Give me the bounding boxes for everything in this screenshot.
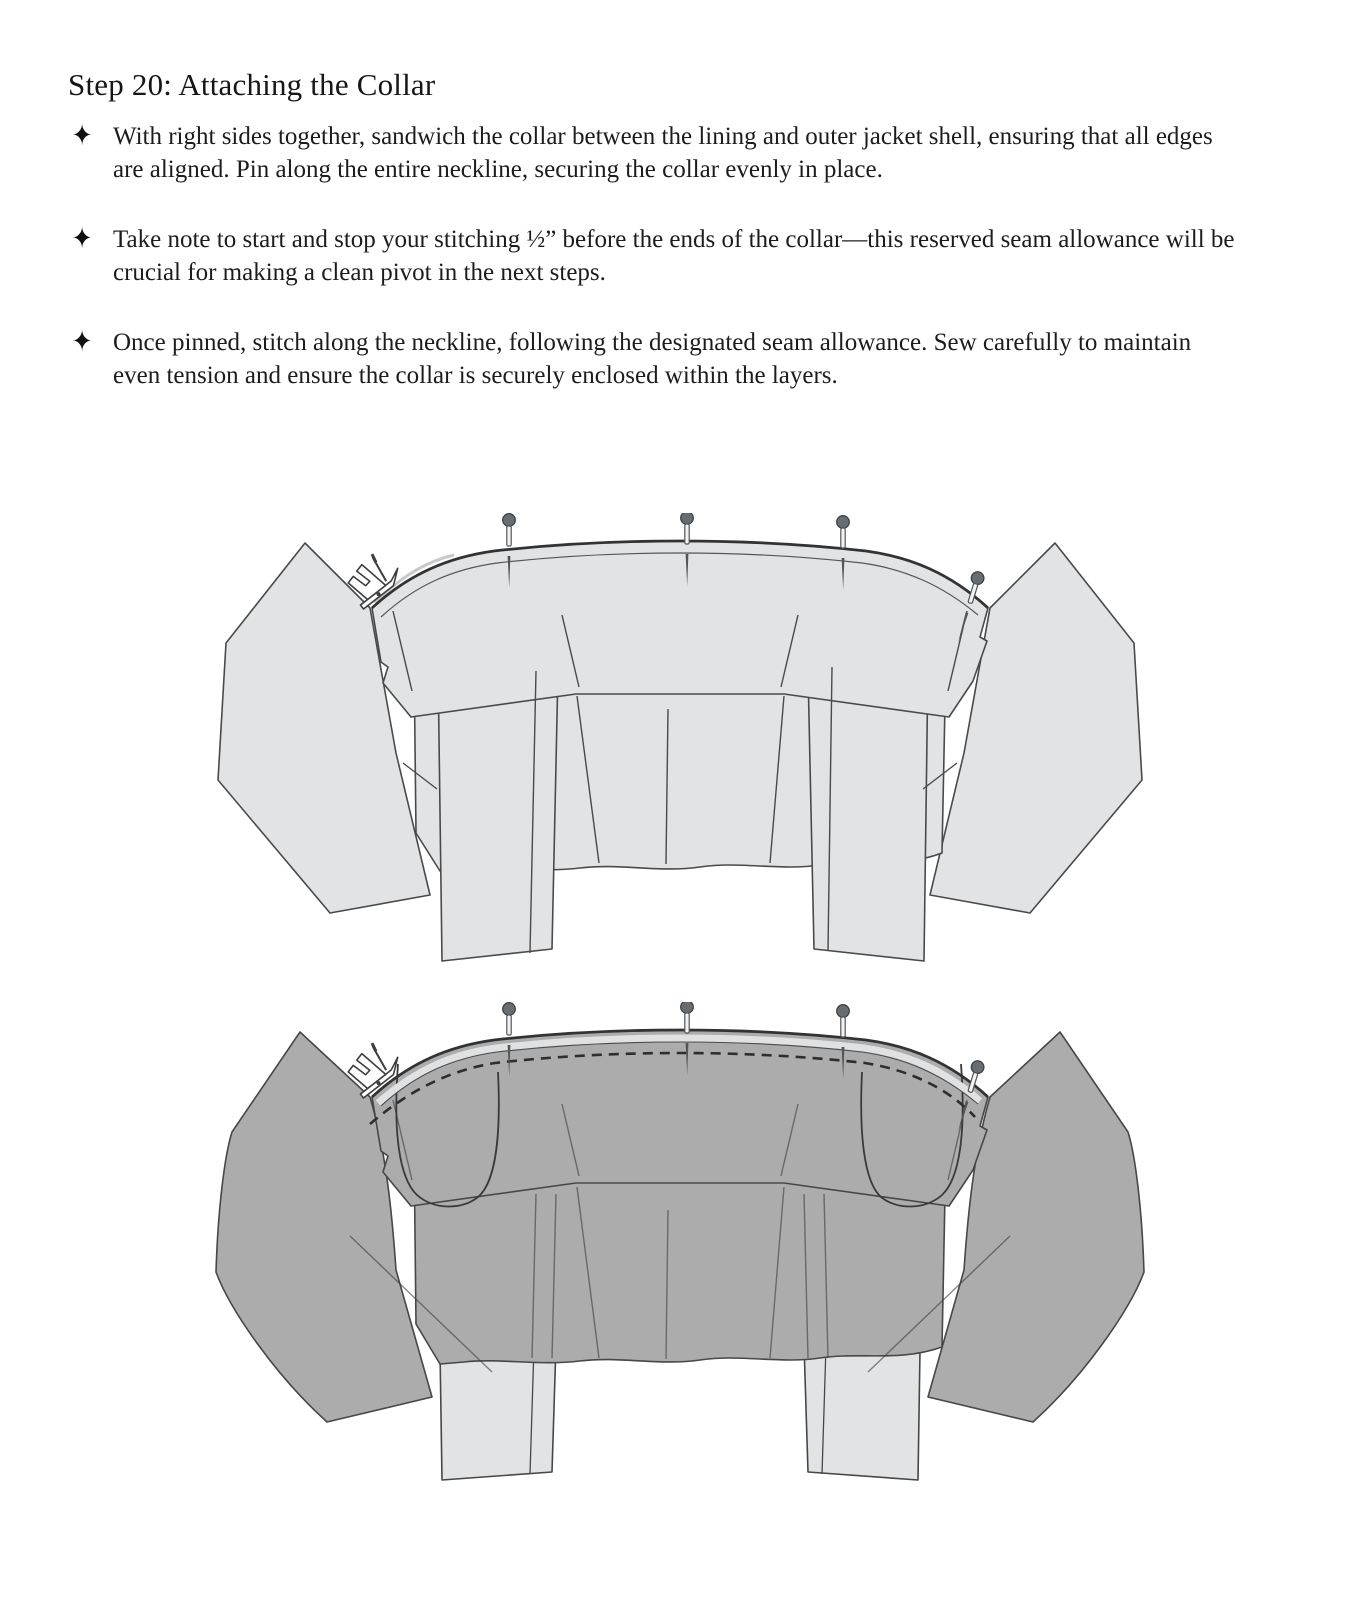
figure-jacket-collar-stitched: [200, 1002, 1160, 1492]
right-cuff: [804, 1344, 920, 1480]
instruction-list: [68, 120, 1253, 429]
instruction-item: [68, 326, 1253, 392]
shoulder-band: [372, 541, 988, 717]
page-title: Step 20: Attaching the Collar: [68, 66, 436, 102]
instruction-text: Once pinned, stitch along the neckline, following the designated seam allowance. Sew carefully to maintain even tension and ensure the collar is securely enclosed within the layers.: [113, 329, 1192, 389]
instruction-item: [68, 120, 1253, 186]
star-bullet-icon: ✦: [71, 223, 93, 256]
instruction-item: [68, 223, 1253, 289]
figure-jacket-collar-pinned: [200, 513, 1160, 985]
instruction-text: With right sides together, sandwich the collar between the lining and outer jacket shell, ensuring that all edges are aligned. Pin along the entire neckline, securing the collar evenly in place.: [113, 123, 1213, 183]
left-cuff: [440, 1344, 556, 1480]
star-bullet-icon: ✦: [71, 120, 93, 153]
star-bullet-icon: ✦: [71, 326, 93, 359]
instruction-text: Take note to start and stop your stitching ½” before the ends of the collar—this reserved seam allowance will be crucial for making a clean pivot in the next steps.: [113, 226, 1235, 286]
